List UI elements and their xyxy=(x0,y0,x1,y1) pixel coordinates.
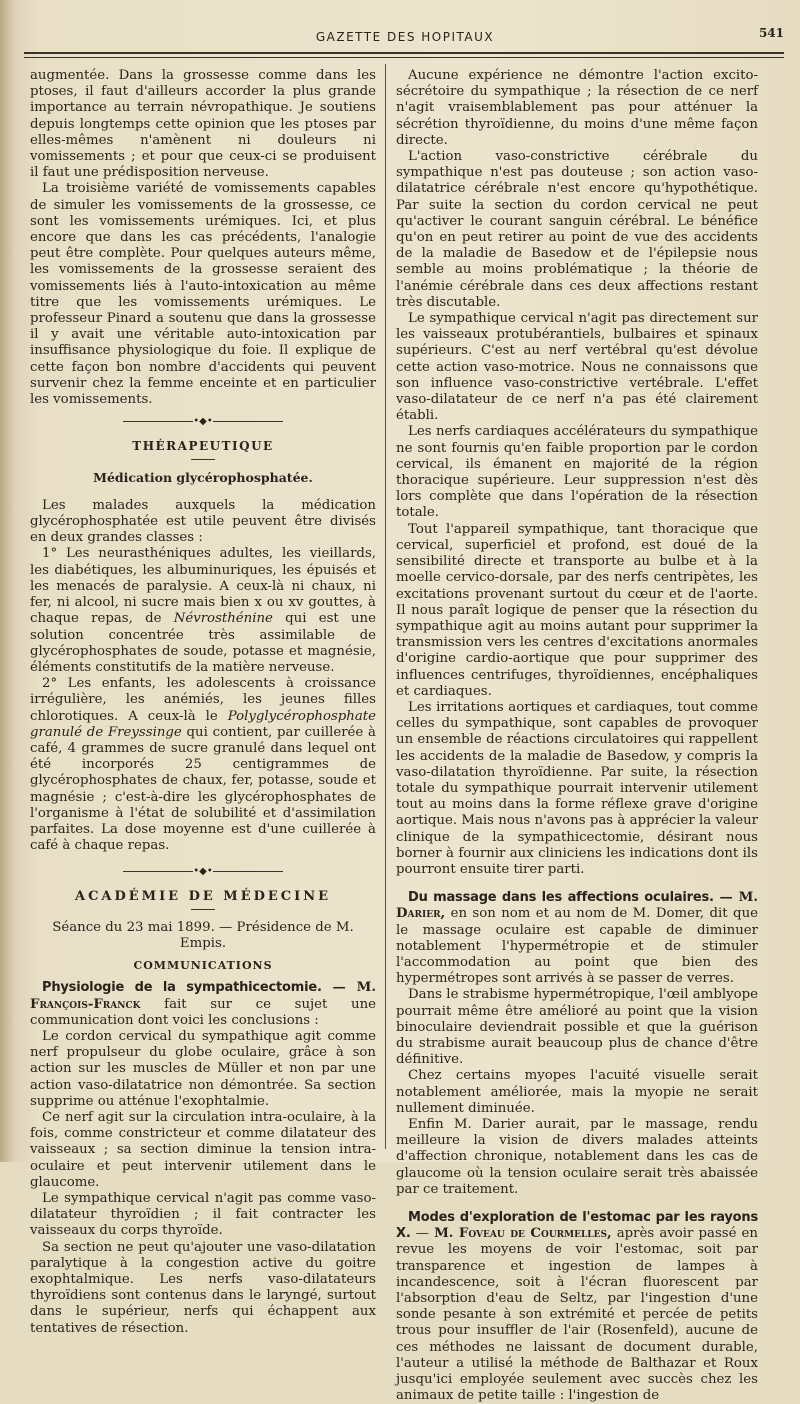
header-rule-thin xyxy=(24,57,784,58)
paragraph: Du massage dans les affections oculaires. — M. Darier, en son nom et au nom de M. Domer, dit que le massage oculaire est capable de diminuer notablement l'hypermétropie et de stimuler l'accommodation au point que bien des hypermétropes sont arrivés à se passer de verres. xyxy=(396,890,758,987)
paragraph: 2° Les enfants, les adolescents à croissance irrégulière, les anémiés, les jeunes filles chlorotiques. A ceux-là le Polyglycérophosphate granulé de Freyssinge qui contient, par cuillerée à café, 4 grammes de sucre granulé dans lequel ont été incorporés 25 centigrammes de glycérophosphates de chaux, fer, potasse, soude et magnésie ; c'est-à-dire les glycérophosphates de l'organisme à l'état de solubilité et d'assimilation parfaites. La dose moyenne est d'une cuillerée à café à chaque repas. xyxy=(30,676,376,854)
left-column xyxy=(30,68,376,1337)
article-heading: Physiologie de la sympathicectomie. xyxy=(42,980,322,996)
paragraph: La troisième variété de vomissements capables de simuler les vomissements de la grossesse, ce sont les vomissements urémiques. Ici, et plus encore que dans les cas précédents, l'analogie peut être complète. Pour quelques auteurs même, les vomissements de la grossesse seraient des vomissements liés à l'auto-intoxication au même titre que les vomissements urémiques. Le professeur Pinard a soutenu que dans la grossesse il y avait une véritable auto-intoxication par insuffisance physiologique du foie. Il explique de cette façon bon nombre d'accidents qui peuvent survenir chez la femme enceinte et en particulier les vomissements. xyxy=(30,181,376,408)
author: — M. Darier, xyxy=(396,890,758,922)
paragraph: 1° Les neurasthéniques adultes, les vieillards, les diabétiques, les albuminuriques, les épuisés et les menacés de paralysie. A ceux-là ni chaux, ni fer, ni alcool, ni sucre mais bien x ou xv gouttes, à chaque repas, de Névrosthénine qui est une solution concentrée très assimilable de glycérophosphates de soude, potasse et magnésie, éléments constitutifs de la matière nerveuse. xyxy=(30,546,376,675)
session-line: Séance du 23 mai 1899. — Présidence de M. Empis. xyxy=(52,919,354,951)
paragraph: L'action vaso-constrictive cérébrale du sympathique n'est pas douteuse ; son action vaso-dilatatrice cérébrale n'est encore qu'hypothétique. Par suite la section du cordon cervical ne peut qu'activer le courant sanguin cérébral. Le bénéfice qu'on en peut retirer au point de vue des accidents de la maladie de Basedow et de l'épilepsie nous semble au moins problématique ; la théorie de l'anémie cérébrale dans ces deux affections restant très discutable. xyxy=(396,149,758,310)
running-header xyxy=(20,28,790,50)
article-heading: Modes d'exploration de l'estomac par les rayons X. xyxy=(396,1210,758,1242)
author: — M. François-Franck xyxy=(30,980,377,1012)
paragraph: augmentée. Dans la grossesse comme dans les ptoses, il faut d'ailleurs accorder la plus grande importance au terrain névropathique. Je soutiens depuis longtemps cette opinion que les ptoses par elles-mêmes n'amènent ni douleurs ni vomissements ; et pour que ceux-ci se produisent il faut une prédisposition nerveuse. xyxy=(30,68,376,181)
paragraph: Les irritations aortiques et cardiaques, tout comme celles du sympathique, sont capables de provoquer un ensemble de réactions circulatoires qui rappellent les accidents de la maladie de Basedow, y compris la vaso-dilatation thyroïdienne. Par suite, la résection totale du sympathique pourrait intervenir utilement tout au moins dans la forme réflexe grave d'origine aortique. Mais nous n'avons pas à apprécier la valeur clinique de la sympathicectomie, désirant nous borner à fournir aux cliniciens les indications dont ils pourront ensuite tirer parti. xyxy=(396,699,758,877)
section-subtitle: Médication glycérophosphatée. xyxy=(93,469,313,485)
section-title-academie: ACADÉMIE DE MÉDECINE xyxy=(74,888,331,904)
short-rule xyxy=(191,909,215,910)
article-heading: Du massage dans les affections oculaires. xyxy=(408,890,714,906)
paragraph: Le sympathique cervical n'agit pas directement sur les vaisseaux protubérantiels, bulbaires et spinaux supérieurs. C'est au nerf vertébral qu'est dévolue cette action vaso-motrice. Nous ne connaissons que son influence vaso-constrictive vertébrale. L'effet vaso-dilatateur de ce nerf n'a pas été clairement établi. xyxy=(396,311,758,424)
journal-title: GAZETTE DES HOPITAUX xyxy=(315,30,495,44)
short-rule xyxy=(191,459,215,460)
paragraph: Dans le strabisme hypermétropique, l'œil amblyope pourrait même être amélioré au point que la vision binoculaire deviendrait possible et que la guérison du strabisme aurait beaucoup plus de chance d'être définitive. xyxy=(396,987,758,1068)
page-binding-edge xyxy=(0,0,14,1162)
paragraph: Ce nerf agit sur la circulation intra-oculaire, à la fois, comme constricteur et comme dilatateur des vaisseaux ; sa section diminue la tension intra-oculaire et peut intervenir utilement dans le glaucome. xyxy=(30,1109,376,1190)
header-rule xyxy=(24,52,784,54)
paragraph: Chez certains myopes l'acuité visuelle serait notablement améliorée, mais la myopie ne serait nullement diminuée. xyxy=(396,1068,758,1116)
communications-heading: COMMUNICATIONS xyxy=(133,959,273,973)
column-separator xyxy=(385,64,386,1149)
paragraph: Aucune expérience ne démontre l'action excito-sécrétoire du sympathique ; la résection de ce nerf n'agit vraisemblablement pas pour atténuer la sécrétion thyroïdienne, du moins d'une même façon directe. xyxy=(396,68,758,148)
paragraph: Physiologie de la sympathicectomie. — M. François-Franck fait sur ce sujet une communication dont voici les conclusions : xyxy=(30,980,377,1028)
section-ornament: •◆• xyxy=(30,414,376,430)
paragraph: Enfin M. Darier aurait, par le massage, rendu meilleure la vision de divers malades atteints d'affection chronique, notablement dans les cas de glaucome où la tension oculaire serait très abaissée par ce traitement. xyxy=(396,1117,758,1197)
paragraph: Sa section ne peut qu'ajouter une vaso-dilatation paralytique à la congestion active du goitre exophtalmique. Les nerfs vaso-dilatateurs thyroïdiens sont contenus dans le laryngé, surtout dans le supérieur, nerfs qui échappent aux tentatives de résection. xyxy=(30,1239,376,1336)
author: M. Foveau de Courmelles, xyxy=(434,1226,612,1242)
product-name: Névrosthénine xyxy=(173,611,273,627)
paragraph: Les nerfs cardiaques accélérateurs du sympathique ne sont fournis qu'en faible proportion par le cordon cervical, ils émanent en majorité de la région thoracique supérieure. Leur suppression n'est dès lors complète que dans l'opération de la résection totale. xyxy=(396,424,758,521)
paragraph: Tout l'appareil sympathique, tant thoracique que cervical, superficiel et profond, est doué de la sensibilité directe et transporte au bulbe et à la moelle cervico-dorsale, par des nerfs centripètes, les excitations provenant surtout du cœur et de l'aorte. Il nous paraît logique de penser que la résection du sympathique agit au moins autant pour supprimer la transmission vers les centres d'excitations anormales d'origine cardio-aortique que pour supprimer des influences centrifuges, thyroïdiennes, encéphaliques et cardiaques. xyxy=(396,521,758,699)
paragraph: Les malades auxquels la médication glycérophosphatée est utile peuvent être divisés en deux grandes classes : xyxy=(30,497,376,546)
page-number: 541 xyxy=(758,26,784,40)
section-title-therapeutique: THÉRAPEUTIQUE xyxy=(132,439,274,454)
section-ornament: •◆• xyxy=(30,864,376,880)
paragraph: Modes d'exploration de l'estomac par les rayons X. — M. Foveau de Courmelles, après avoir passé en revue les moyens de voir l'estomac, soit par transparence et ingestion de lampes à incandescence, soit à l'écran fluorescent par l'absorption d'eau de Seltz, par l'ingestion d'une sonde pesante à son extrémité et percée de petits trous pour insuffler de l'air (Rosenfeld), aucune de ces méthodes ne laissant de document durable, l'auteur a utilisé la méthode de Balthazar et Roux jusqu'ici employée seulement avec succès chez les animaux de petite taille : l'ingestion de xyxy=(396,1210,758,1404)
right-column xyxy=(396,68,758,1404)
paragraph: Le cordon cervical du sympathique agit comme nerf propulseur du globe oculaire, grâce à son action sur les muscles de Müller et non par une action vaso-dilatatrice non démontrée. Sa section supprime ou atténue l'exophtalmie. xyxy=(30,1028,376,1109)
paragraph: Le sympathique cervical n'agit pas comme vaso-dilatateur thyroïdien ; il fait contracter les vaisseaux du corps thyroïde. xyxy=(30,1191,376,1239)
product-name: Polyglycérophosphate granulé de Freyssinge xyxy=(30,708,376,740)
